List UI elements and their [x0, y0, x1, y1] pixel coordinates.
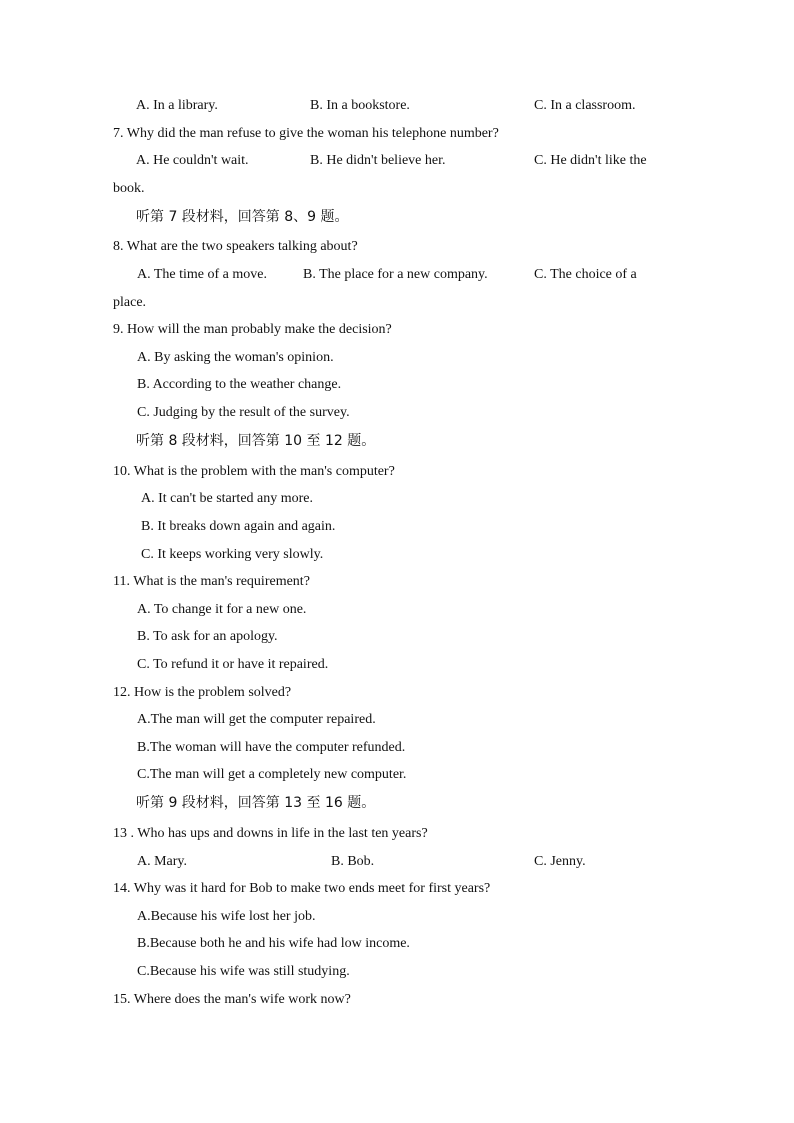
option-c: C. He didn't like the — [534, 153, 647, 168]
option-c: C. In a classroom. — [534, 98, 636, 113]
option-c: C.Because his wife was still studying. — [137, 964, 350, 979]
question-14: 14. Why was it hard for Bob to make two ends meet for first years? — [113, 881, 491, 896]
option-a: A.The man will get the computer repaired. — [137, 712, 376, 727]
option-c-continuation: book. — [113, 181, 145, 196]
question-10: 10. What is the problem with the man's computer? — [113, 464, 395, 479]
option-c: C.The man will get a completely new computer. — [137, 767, 407, 782]
question-15: 15. Where does the man's wife work now? — [113, 992, 351, 1007]
option-b: B. Bob. — [331, 854, 375, 869]
question-11: 11. What is the man's requirement? — [113, 574, 310, 589]
question-12: 12. How is the problem solved? — [113, 685, 292, 700]
option-b: B.The woman will have the computer refunded. — [137, 740, 406, 755]
option-b: B.Because both he and his wife had low income. — [137, 936, 410, 951]
option-c: C. Jenny. — [534, 854, 586, 869]
option-c-continuation: place. — [113, 295, 147, 310]
option-c: C. To refund it or have it repaired. — [137, 657, 329, 672]
option-a: A. The time of a move. — [137, 267, 267, 282]
option-a: A. To change it for a new one. — [137, 602, 307, 617]
option-a: A. Mary. — [137, 854, 188, 869]
option-a: A. In a library. — [136, 98, 218, 113]
option-b: B. It breaks down again and again. — [141, 519, 336, 534]
option-b: B. The place for a new company. — [303, 267, 488, 282]
question-7: 7. Why did the man refuse to give the woman his telephone number? — [113, 126, 499, 141]
question-9: 9. How will the man probably make the decision? — [113, 322, 392, 337]
option-a: A. By asking the woman's opinion. — [137, 350, 334, 365]
question-13: 13 . Who has ups and downs in life in the last ten years? — [113, 826, 428, 841]
option-b: B. He didn't believe her. — [310, 153, 446, 168]
section-instruction: 听第 7 段材料，回答第 8、9 题。 — [136, 209, 349, 225]
option-b: B. To ask for an apology. — [137, 629, 278, 644]
option-a: A.Because his wife lost her job. — [137, 909, 316, 924]
section-instruction: 听第 9 段材料，回答第 13 至 16 题。 — [136, 795, 376, 811]
section-instruction: 听第 8 段材料，回答第 10 至 12 题。 — [136, 433, 376, 449]
option-b: B. According to the weather change. — [137, 377, 342, 392]
option-c: C. The choice of a — [534, 267, 637, 282]
question-8: 8. What are the two speakers talking about? — [113, 239, 358, 254]
option-c: C. Judging by the result of the survey. — [137, 405, 350, 420]
option-b: B. In a bookstore. — [310, 98, 410, 113]
option-a: A. It can't be started any more. — [141, 491, 314, 506]
option-c: C. It keeps working very slowly. — [141, 547, 324, 562]
option-a: A. He couldn't wait. — [136, 153, 249, 168]
